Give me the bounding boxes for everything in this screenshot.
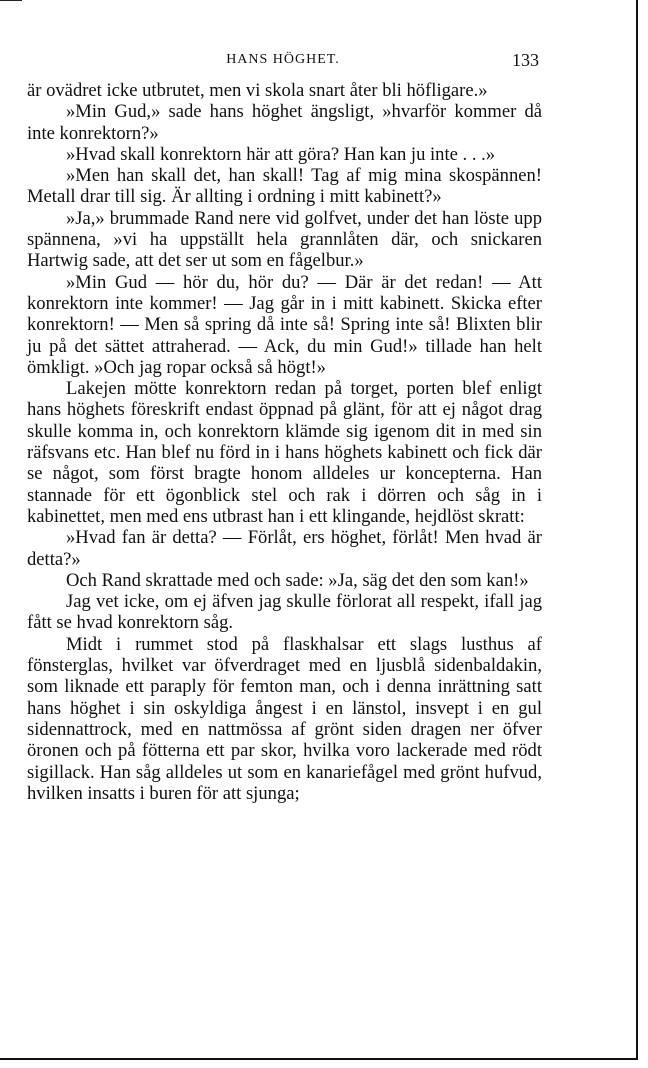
paragraph: »Ja,» brummade Rand nere vid golfvet, under det han löste upp spännena, »vi ha uppställt hela grannlåten där, och snickaren Hartwig sade, att det ser ut som en fågelbur.» [27, 207, 542, 272]
page-header [27, 50, 539, 74]
paragraph: Lakejen mötte konrektorn redan på torget, porten blef enligt hans höghets föreskrift endast öppnad på glänt, för att ej något drag skulle komma in, och konrektorn klämde sig igenom dit in med sin räfsvans etc. Han blef nu förd in i hans höghets kabinett och fick där se något, som först bragte honom alldeles ur koncepterna. Han stannade för ett ögonblick stel och rak i dörren och såg in i kabinettet, men med ens utbrast han i ett klingande, hejdlöst skratt: [27, 378, 542, 527]
paragraph: »Hvad skall konrektorn här att göra? Han kan ju inte . . .» [66, 143, 496, 165]
page-edge-right [636, 0, 638, 1058]
paragraph: Midt i rummet stod på flaskhalsar ett slags lusthus af fönsterglas, hvilket var öfverdraget med en ljusblå sidenbaldakin, som liknade ett paraply för femton man, och i denna inrättning satt hans höghet i sin oskyldiga ångest i en länstol, insvept i en gul sidennattrock, med en nattmössa af grönt siden dragen ner öfver öronen och på fötterna ett par skor, hvilka voro lackerade med rödt sigillack. Han såg alldeles ut som en kanariefågel med grönt hufvud, hvilken insatts i buren för att sjunga; [27, 633, 542, 804]
body-text [27, 80, 542, 804]
paragraph: »Min Gud — hör du, hör du? — Där är det redan! — Att konrektorn inte kommer! — Jag går in i mitt kabinett. Skicka efter konrektorn! — Men så spring då inte så! Spring inte så! Blixten blir ju på det sättet attraherad. — Ack, du min Gud!» tillade han helt ömkligt. »Och jag ropar också så högt!» [27, 271, 542, 378]
paragraph: »Hvad fan är detta? — Förlåt, ers höghet, förlåt! Men hvad är detta?» [27, 527, 542, 570]
paragraph: Jag vet icke, om ej äfven jag skulle förlorat all respekt, ifall jag fått se hvad konrektorn såg. [27, 591, 542, 634]
paragraph: Och Rand skrattade med och sade: »Ja, säg det den som kan!» [66, 569, 529, 591]
paragraph: »Min Gud,» sade hans höghet ängsligt, »hvarför kommer då inte konrektorn?» [27, 101, 542, 144]
running-title: HANS HÖGHET. [226, 52, 340, 67]
paragraph: är ovädret icke utbrutet, men vi skola snart åter bli höfligare.» [27, 80, 488, 101]
paragraph: »Men han skall det, han skall! Tag af mig mina skospännen! Metall drar till sig. Är allting i ordning i mitt kabinett?» [27, 165, 542, 208]
page-edge-bottom [0, 1058, 638, 1060]
page-number: 133 [512, 50, 539, 70]
page-edge-top-mark [0, 0, 22, 1]
